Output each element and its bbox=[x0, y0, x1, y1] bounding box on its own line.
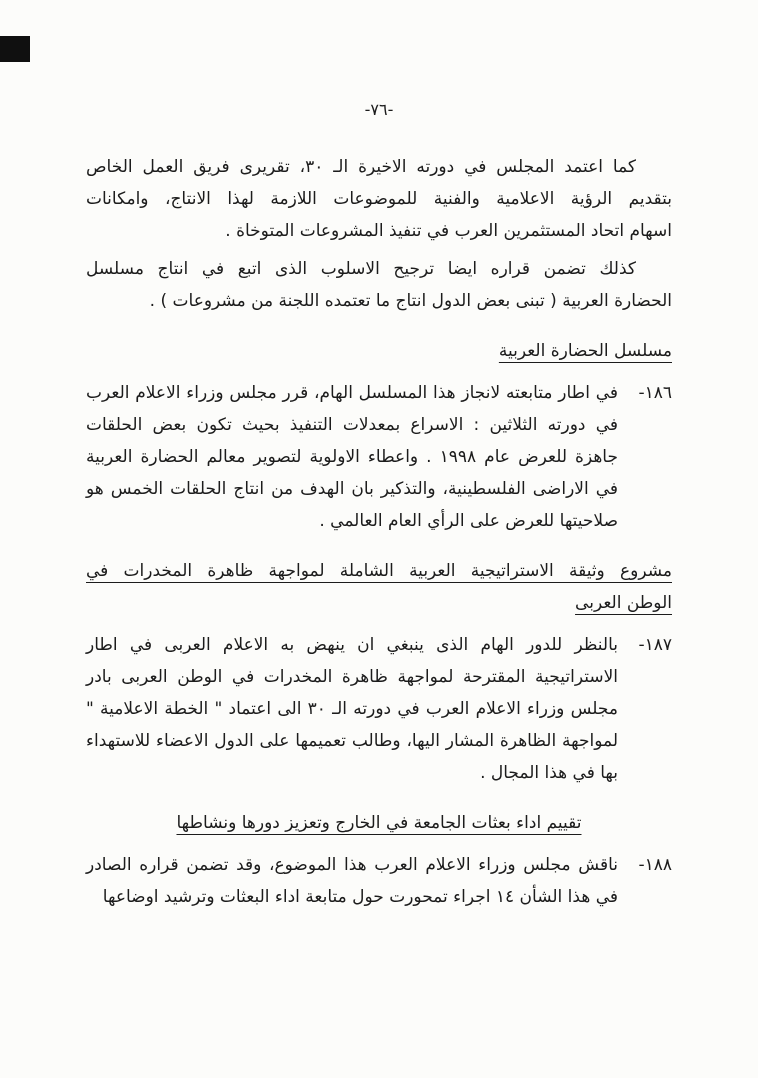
item-content bbox=[86, 377, 618, 537]
heading-text: مسلسل الحضارة العربية bbox=[498, 341, 672, 361]
text-line: في دورته الثلاثين : الاسراع بمعدلات التنفيذ بحيث تكون بعض الحلقات bbox=[86, 415, 618, 435]
document-body bbox=[86, 151, 672, 913]
text-line: في هذا الشأن ١٤ اجراء تمحورت حول متابعة اداء البعثات وترشيد اوضاعها bbox=[102, 887, 618, 907]
numbered-item-188 bbox=[86, 849, 672, 913]
text-line: اسهام اتحاد المستثمرين العرب في تنفيذ المشروعات المتوخاة . bbox=[225, 221, 672, 241]
heading-text: مشروع وثيقة الاستراتيجية العربية الشاملة لمواجهة ظاهرة المخدرات في bbox=[86, 561, 672, 581]
text-line: بها في هذا المجال . bbox=[480, 763, 618, 783]
text-line: في الاراضى الفلسطينية، والتذكير بان الهدف من انتاج الحلقات الخمس هو bbox=[86, 479, 618, 499]
section-heading-missions-evaluation bbox=[86, 807, 672, 839]
text-line: بالنظر للدور الهام الذى ينبغي ان ينهض به الاعلام العربى في اطار bbox=[86, 635, 618, 655]
text-line: في اطار متابعته لانجاز هذا المسلسل الهام، قرر مجلس وزراء الاعلام العرب bbox=[86, 383, 618, 403]
text-line: مجلس وزراء الاعلام العرب في دورته الـ ٣٠ الى اعتماد " الخطة الاعلامية " bbox=[86, 699, 618, 719]
paragraph-intro-1 bbox=[86, 151, 672, 247]
item-number: ١٨٧- bbox=[638, 635, 672, 655]
item-number: ١٨٦- bbox=[638, 383, 672, 403]
item-number: ١٨٨- bbox=[638, 855, 672, 875]
scan-artifact bbox=[0, 36, 30, 62]
text-line: الحضارة العربية ( تبنى بعض الدول انتاج ما تعتمده اللجنة من مشروعات ) . bbox=[149, 291, 672, 311]
text-line: جاهزة للعرض عام ١٩٩٨ . واعطاء الاولوية لتصوير معالم الحضارة العربية bbox=[86, 447, 618, 467]
text-line: كذلك تضمن قراره ايضا ترجيح الاسلوب الذى اتبع في انتاج مسلسل bbox=[86, 259, 636, 279]
text-line: كما اعتمد المجلس في دورته الاخيرة الـ ٣٠، تقريرى فريق العمل الخاص bbox=[86, 157, 636, 177]
section-heading-arab-civilization-series bbox=[86, 335, 672, 367]
text-line: الاستراتيجية المقترحة لمواجهة ظاهرة المخدرات في الوطن العربى بادر bbox=[86, 667, 618, 687]
text-line: بتقديم الرؤية الاعلامية والفنية للموضوعات اللازمة لهذا الانتاج، وامكانات bbox=[86, 189, 672, 209]
text-line: لمواجهة الظاهرة المشار اليها، وطالب تعميمها على الدول الاعضاء للاستهداء bbox=[86, 731, 618, 751]
page-number: -٧٦- bbox=[364, 100, 394, 119]
heading-text: تقييم اداء بعثات الجامعة في الخارج وتعزيز دورها ونشاطها bbox=[176, 813, 582, 833]
heading-text: الوطن العربى bbox=[575, 593, 672, 613]
item-content bbox=[86, 629, 618, 789]
item-content bbox=[86, 849, 618, 913]
numbered-item-187 bbox=[86, 629, 672, 789]
section-heading-drugs-strategy bbox=[86, 555, 672, 619]
text-line: ناقش مجلس وزراء الاعلام العرب هذا الموضوع، وقد تضمن قراره الصادر bbox=[86, 855, 618, 875]
paragraph-intro-2 bbox=[86, 253, 672, 317]
numbered-item-186 bbox=[86, 377, 672, 537]
text-line: صلاحيتها للعرض على الرأي العام العالمي . bbox=[319, 511, 618, 531]
